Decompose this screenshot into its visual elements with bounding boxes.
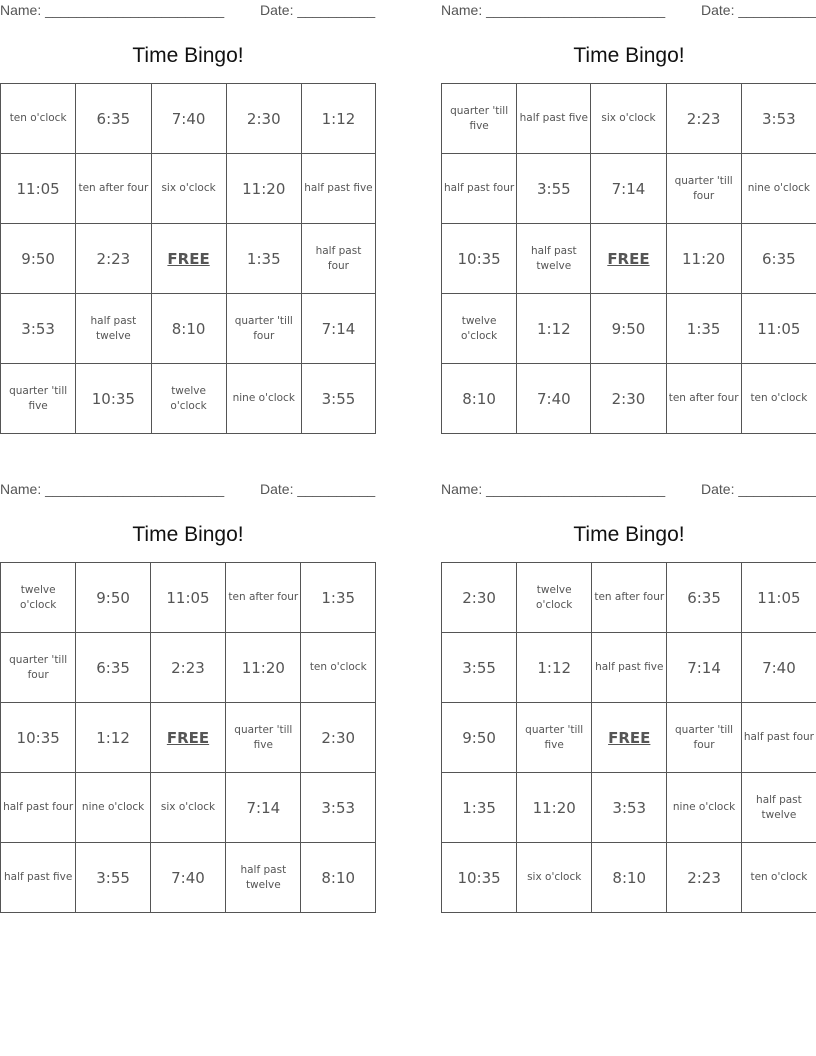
bingo-cell: 9:50 [76, 563, 151, 633]
bingo-row [1, 843, 376, 913]
bingo-cell: nine o'clock [667, 773, 742, 843]
bingo-cell: half past four [741, 703, 816, 773]
name-date-row [441, 479, 816, 503]
bingo-card-2 [441, 0, 816, 408]
bingo-cell: 7:14 [591, 154, 666, 224]
bingo-cell: 7:40 [151, 84, 226, 154]
bingo-cell: quarter 'till five [517, 703, 592, 773]
bingo-cell: 10:35 [76, 364, 151, 434]
bingo-cell: half past four [442, 154, 517, 224]
bingo-cell: quarter 'till four [1, 633, 76, 703]
bingo-cell: half past twelve [226, 843, 301, 913]
bingo-cell: 10:35 [1, 703, 76, 773]
bingo-cell: 11:20 [666, 224, 741, 294]
bingo-cell: 6:35 [76, 84, 151, 154]
bingo-cell: 11:20 [517, 773, 592, 843]
bingo-cell: ten o'clock [1, 84, 76, 154]
free-cell: FREE [592, 703, 667, 773]
card-title: Time Bingo! [573, 523, 685, 546]
bingo-cell: ten after four [592, 563, 667, 633]
bingo-cell: six o'clock [517, 843, 592, 913]
bingo-cell: nine o'clock [76, 773, 151, 843]
bingo-cell: 1:12 [517, 633, 592, 703]
name-date-row [441, 0, 816, 24]
bingo-cell: 1:12 [517, 294, 591, 364]
bingo-cell: six o'clock [591, 84, 666, 154]
bingo-cell: twelve o'clock [442, 294, 517, 364]
bingo-cell: half past five [1, 843, 76, 913]
bingo-row [442, 843, 816, 913]
date-line: Date: __________ [260, 481, 376, 497]
bingo-cell: 11:20 [226, 154, 301, 224]
bingo-cell: 2:30 [226, 84, 301, 154]
bingo-row [1, 633, 376, 703]
bingo-cell: quarter 'till five [442, 84, 517, 154]
name-date-row [0, 479, 376, 503]
name-line: Name: _______________________ [0, 2, 225, 18]
bingo-cell: ten o'clock [301, 633, 376, 703]
bingo-cell: twelve o'clock [151, 364, 226, 434]
bingo-cell: ten after four [226, 563, 301, 633]
bingo-cell: 3:53 [301, 773, 376, 843]
bingo-cell: quarter 'till four [226, 294, 301, 364]
bingo-cell: twelve o'clock [517, 563, 592, 633]
bingo-cell: 10:35 [442, 843, 517, 913]
bingo-cell: 9:50 [442, 703, 517, 773]
bingo-cell: half past twelve [741, 773, 816, 843]
bingo-cell: 8:10 [301, 843, 376, 913]
free-cell: FREE [151, 224, 226, 294]
bingo-cell: nine o'clock [226, 364, 301, 434]
bingo-cell: 10:35 [442, 224, 517, 294]
bingo-cell: quarter 'till four [667, 703, 742, 773]
bingo-cell: half past five [592, 633, 667, 703]
bingo-cell: ten o'clock [741, 843, 816, 913]
bingo-card-3 [0, 479, 376, 891]
card-title: Time Bingo! [132, 44, 244, 67]
bingo-row [442, 563, 816, 633]
bingo-grid [0, 83, 376, 434]
bingo-cell: 11:05 [1, 154, 76, 224]
bingo-cell: 2:23 [667, 843, 742, 913]
card-title: Time Bingo! [132, 523, 244, 546]
bingo-cell: ten after four [666, 364, 741, 434]
bingo-row [442, 364, 816, 434]
bingo-card-1 [0, 0, 376, 412]
bingo-row [1, 294, 376, 364]
bingo-cell: 3:55 [301, 364, 375, 434]
name-date-row [0, 0, 376, 24]
bingo-row [442, 703, 816, 773]
bingo-row [442, 773, 816, 843]
bingo-cell: 2:30 [591, 364, 666, 434]
bingo-cell: 3:53 [1, 294, 76, 364]
bingo-cell: 3:55 [517, 154, 591, 224]
bingo-cell: 1:35 [301, 563, 376, 633]
bingo-row [442, 294, 816, 364]
bingo-cell: 2:23 [666, 84, 741, 154]
bingo-row [442, 633, 816, 703]
bingo-cell: half past twelve [76, 294, 151, 364]
bingo-cell: quarter 'till four [666, 154, 741, 224]
date-line: Date: __________ [260, 2, 376, 18]
bingo-row [442, 154, 816, 224]
bingo-cell: 8:10 [151, 294, 226, 364]
bingo-cell: six o'clock [151, 154, 226, 224]
bingo-cell: 2:30 [442, 563, 517, 633]
bingo-cell: 2:23 [76, 224, 151, 294]
bingo-grid [441, 83, 816, 434]
bingo-grid [0, 562, 376, 913]
bingo-cell: 1:12 [301, 84, 375, 154]
bingo-row [1, 154, 376, 224]
bingo-cell: 1:35 [442, 773, 517, 843]
bingo-cell: 11:05 [741, 294, 816, 364]
bingo-cell: 11:20 [226, 633, 301, 703]
bingo-cell: 6:35 [741, 224, 816, 294]
bingo-row [442, 224, 816, 294]
bingo-row [1, 84, 376, 154]
date-line: Date: __________ [701, 481, 816, 497]
bingo-cell: 2:30 [301, 703, 376, 773]
bingo-cell: half past five [301, 154, 375, 224]
name-line: Name: _______________________ [0, 481, 225, 497]
bingo-row [1, 773, 376, 843]
bingo-cell: 2:23 [150, 633, 225, 703]
bingo-cell: 6:35 [667, 563, 742, 633]
bingo-cell: 8:10 [592, 843, 667, 913]
bingo-cell: nine o'clock [741, 154, 816, 224]
bingo-cell: 3:55 [76, 843, 151, 913]
bingo-cell: 3:53 [741, 84, 816, 154]
bingo-cell: 6:35 [76, 633, 151, 703]
bingo-cell: 3:53 [592, 773, 667, 843]
bingo-row [1, 364, 376, 434]
bingo-row [1, 563, 376, 633]
free-cell: FREE [591, 224, 666, 294]
name-line: Name: _______________________ [441, 481, 666, 497]
free-cell: FREE [150, 703, 225, 773]
bingo-cell: 1:35 [666, 294, 741, 364]
bingo-cell: 7:14 [667, 633, 742, 703]
bingo-cell: 7:14 [301, 294, 375, 364]
bingo-cell: 7:14 [226, 773, 301, 843]
bingo-cell: 7:40 [517, 364, 591, 434]
bingo-cell: 1:12 [76, 703, 151, 773]
bingo-cell: ten after four [76, 154, 151, 224]
bingo-row [442, 84, 816, 154]
bingo-cell: 11:05 [150, 563, 225, 633]
bingo-cell: half past five [517, 84, 591, 154]
bingo-cell: 11:05 [741, 563, 816, 633]
bingo-grid [441, 562, 816, 913]
bingo-cell: twelve o'clock [1, 563, 76, 633]
bingo-cell: ten o'clock [741, 364, 816, 434]
bingo-cell: half past four [301, 224, 375, 294]
bingo-cell: half past four [1, 773, 76, 843]
bingo-cell: 7:40 [741, 633, 816, 703]
bingo-card-4 [441, 479, 816, 887]
bingo-cell: quarter 'till five [226, 703, 301, 773]
name-line: Name: _______________________ [441, 2, 666, 18]
bingo-cell: 9:50 [591, 294, 666, 364]
bingo-cell: six o'clock [150, 773, 225, 843]
card-title: Time Bingo! [573, 44, 685, 67]
bingo-row [1, 224, 376, 294]
bingo-cell: 9:50 [1, 224, 76, 294]
bingo-cell: 7:40 [150, 843, 225, 913]
bingo-cell: 3:55 [442, 633, 517, 703]
bingo-cell: 8:10 [442, 364, 517, 434]
bingo-cell: half past twelve [517, 224, 591, 294]
bingo-cell: quarter 'till five [1, 364, 76, 434]
bingo-cell: 1:35 [226, 224, 301, 294]
date-line: Date: __________ [701, 2, 816, 18]
bingo-row [1, 703, 376, 773]
